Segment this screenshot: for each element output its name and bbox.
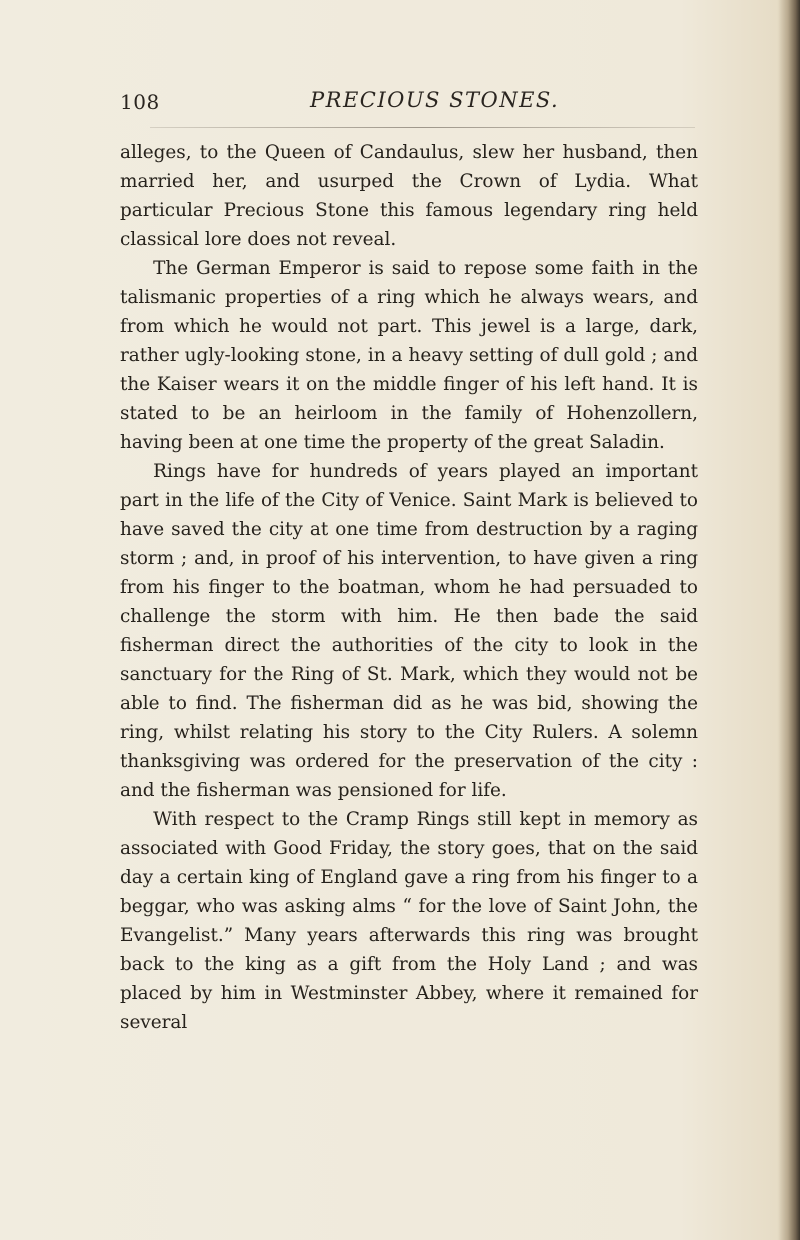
running-title: PRECIOUS STONES. xyxy=(310,88,560,112)
paragraph-venice-rings: Rings have for hundreds of years played an important part in the life of the City of Venice. Saint Mark is believed to have saved the city at one time from destruction by a raging storm ; and, in proof of his intervention, to have given a ring from his finger to the boatman, whom he had persuaded to challenge the storm with him. He then bade the said fisherman direct the authorities of the city to look in the sanctuary for the Ring of St. Mark, which they would not be able to find. The fisherman did as he was bid, showing the ring, whilst relating his story to the City Rulers. A solemn thanksgiving was ordered for the preservation of the city : and the fisherman was pensioned for life. xyxy=(120,461,698,801)
paragraph-german-emperor: The German Emperor is said to repose some faith in the talismanic properties of a ring which he always wears, and from which he would not part. This jewel is a large, dark, rather ugly-looking stone, in a heavy setting of dull gold ; and the Kaiser wears it on the middle finger of his left hand. It is stated to be an heirloom in the family of Hohenzollern, having been at one time the property of the great Saladin. xyxy=(120,258,698,453)
paragraph-continued: alleges, to the Queen of Candaulus, slew her husband, then married her, and usurped the Crown of Lydia. What particular Precious Stone this famous legendary ring held classical lore does not reveal. xyxy=(120,142,698,250)
page-binding-edge xyxy=(778,0,800,1240)
page-header xyxy=(120,84,700,118)
paragraph-cramp-rings: With respect to the Cramp Rings still kept in memory as associated with Good Friday, the story goes, that on the said day a certain king of England gave a ring from his finger to a beggar, who was asking alms “ for the love of Saint John, the Evangelist.” Many years afterwards this ring was brought back to the king as a gift from the Holy Land ; and was placed by him in Westminster Abbey, where it remained for several xyxy=(120,809,698,1033)
page-number: 108 xyxy=(120,90,160,114)
header-rule xyxy=(150,127,695,128)
body-text xyxy=(120,138,698,1108)
